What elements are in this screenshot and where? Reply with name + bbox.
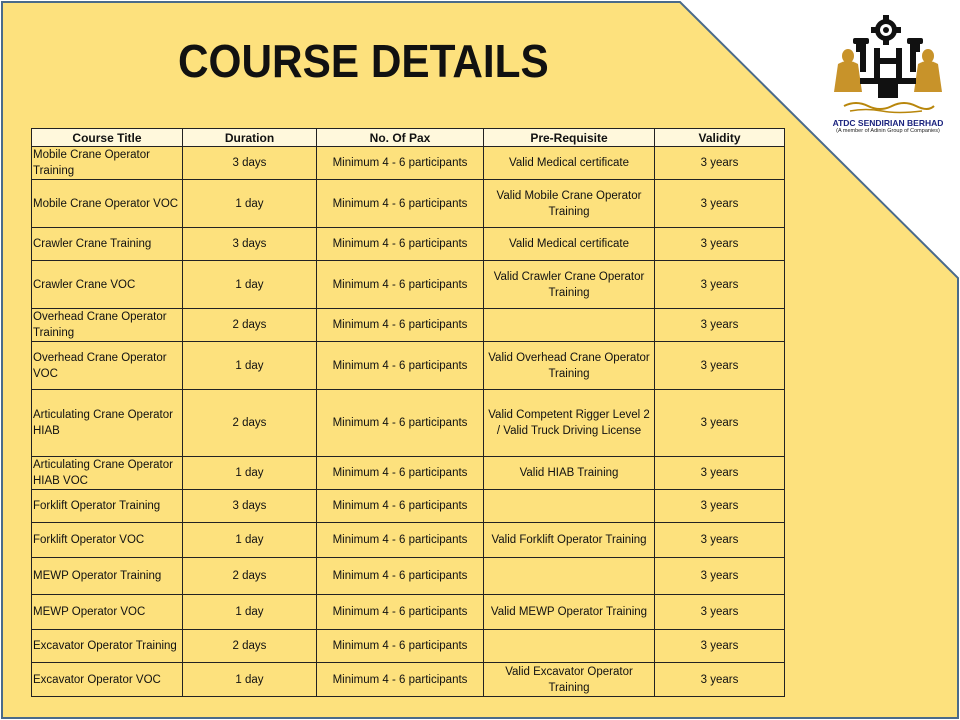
prerequisite-cell: Valid Forklift Operator Training xyxy=(484,523,655,558)
validity-cell: 3 years xyxy=(655,630,785,663)
validity-cell: 3 years xyxy=(655,595,785,630)
prerequisite-cell: Valid Crawler Crane Operator Training xyxy=(484,261,655,309)
pax-cell: Minimum 4 - 6 participants xyxy=(317,180,484,228)
duration-cell: 2 days xyxy=(183,390,317,457)
table-row xyxy=(32,630,785,663)
duration-cell: 1 day xyxy=(183,595,317,630)
pax-cell: Minimum 4 - 6 participants xyxy=(317,309,484,342)
course-title-cell: Crawler Crane Training xyxy=(32,228,183,261)
validity-cell: 3 years xyxy=(655,309,785,342)
course-title-cell: Overhead Crane Operator Training xyxy=(32,309,183,342)
pax-cell: Minimum 4 - 6 participants xyxy=(317,663,484,697)
pax-cell: Minimum 4 - 6 participants xyxy=(317,390,484,457)
validity-cell: 3 years xyxy=(655,663,785,697)
course-table xyxy=(31,128,785,697)
table-row xyxy=(32,663,785,697)
table-header-row xyxy=(32,129,785,147)
pax-cell: Minimum 4 - 6 participants xyxy=(317,523,484,558)
table-row xyxy=(32,523,785,558)
prerequisite-cell xyxy=(484,558,655,595)
course-title-cell: Articulating Crane Operator HIAB VOC xyxy=(32,457,183,490)
duration-cell: 1 day xyxy=(183,342,317,390)
prerequisite-cell xyxy=(484,309,655,342)
pax-cell: Minimum 4 - 6 participants xyxy=(317,147,484,180)
pax-cell: Minimum 4 - 6 participants xyxy=(317,595,484,630)
table-row xyxy=(32,595,785,630)
logo-emblem xyxy=(826,12,950,116)
header-validity: Validity xyxy=(655,129,785,147)
course-title-cell: Excavator Operator Training xyxy=(32,630,183,663)
validity-cell: 3 years xyxy=(655,490,785,523)
header-no-of-pax: No. Of Pax xyxy=(317,129,484,147)
prerequisite-cell: Valid Medical certificate xyxy=(484,228,655,261)
table-row xyxy=(32,390,785,457)
table-row xyxy=(32,342,785,390)
table-row xyxy=(32,180,785,228)
course-title-cell: Articulating Crane Operator HIAB xyxy=(32,390,183,457)
header-duration: Duration xyxy=(183,129,317,147)
pax-cell: Minimum 4 - 6 participants xyxy=(317,261,484,309)
pax-cell: Minimum 4 - 6 participants xyxy=(317,490,484,523)
table-row xyxy=(32,490,785,523)
course-title-cell: Forklift Operator Training xyxy=(32,490,183,523)
course-title-cell: Excavator Operator VOC xyxy=(32,663,183,697)
header-course-title: Course Title xyxy=(32,129,183,147)
duration-cell: 3 days xyxy=(183,228,317,261)
validity-cell: 3 years xyxy=(655,228,785,261)
prerequisite-cell: Valid Overhead Crane Operator Training xyxy=(484,342,655,390)
table-row xyxy=(32,558,785,595)
pax-cell: Minimum 4 - 6 participants xyxy=(317,228,484,261)
validity-cell: 3 years xyxy=(655,457,785,490)
duration-cell: 1 day xyxy=(183,180,317,228)
prerequisite-cell: Valid HIAB Training xyxy=(484,457,655,490)
page-title: COURSE DETAILS xyxy=(178,35,549,87)
validity-cell: 3 years xyxy=(655,147,785,180)
prerequisite-cell: Valid Excavator Operator Training xyxy=(484,663,655,697)
table-row xyxy=(32,228,785,261)
prerequisite-cell xyxy=(484,630,655,663)
validity-cell: 3 years xyxy=(655,261,785,309)
company-logo xyxy=(826,12,950,142)
course-title-cell: MEWP Operator VOC xyxy=(32,595,183,630)
prerequisite-cell: Valid Medical certificate xyxy=(484,147,655,180)
company-name: ATDC SENDIRIAN BERHAD xyxy=(832,118,944,128)
pax-cell: Minimum 4 - 6 participants xyxy=(317,457,484,490)
prerequisite-cell: Valid MEWP Operator Training xyxy=(484,595,655,630)
prerequisite-cell: Valid Competent Rigger Level 2 / Valid Truck Driving License xyxy=(484,390,655,457)
table-row xyxy=(32,261,785,309)
duration-cell: 2 days xyxy=(183,309,317,342)
pax-cell: Minimum 4 - 6 participants xyxy=(317,558,484,595)
validity-cell: 3 years xyxy=(655,180,785,228)
duration-cell: 1 day xyxy=(183,261,317,309)
course-title-cell: Mobile Crane Operator Training xyxy=(32,147,183,180)
duration-cell: 2 days xyxy=(183,558,317,595)
pax-cell: Minimum 4 - 6 participants xyxy=(317,342,484,390)
validity-cell: 3 years xyxy=(655,342,785,390)
course-title-cell: Overhead Crane Operator VOC xyxy=(32,342,183,390)
validity-cell: 3 years xyxy=(655,558,785,595)
header-pre-requisite: Pre-Requisite xyxy=(484,129,655,147)
course-title-cell: MEWP Operator Training xyxy=(32,558,183,595)
duration-cell: 1 day xyxy=(183,523,317,558)
course-title-cell: Forklift Operator VOC xyxy=(32,523,183,558)
table-row xyxy=(32,147,785,180)
company-tagline: (A member of Adinin Group of Companies) xyxy=(836,128,940,134)
duration-cell: 1 day xyxy=(183,457,317,490)
duration-cell: 1 day xyxy=(183,663,317,697)
validity-cell: 3 years xyxy=(655,523,785,558)
duration-cell: 3 days xyxy=(183,147,317,180)
duration-cell: 2 days xyxy=(183,630,317,663)
table-row xyxy=(32,457,785,490)
prerequisite-cell xyxy=(484,490,655,523)
course-title-cell: Crawler Crane VOC xyxy=(32,261,183,309)
duration-cell: 3 days xyxy=(183,490,317,523)
pax-cell: Minimum 4 - 6 participants xyxy=(317,630,484,663)
prerequisite-cell: Valid Mobile Crane Operator Training xyxy=(484,180,655,228)
validity-cell: 3 years xyxy=(655,390,785,457)
table-row xyxy=(32,309,785,342)
course-title-cell: Mobile Crane Operator VOC xyxy=(32,180,183,228)
